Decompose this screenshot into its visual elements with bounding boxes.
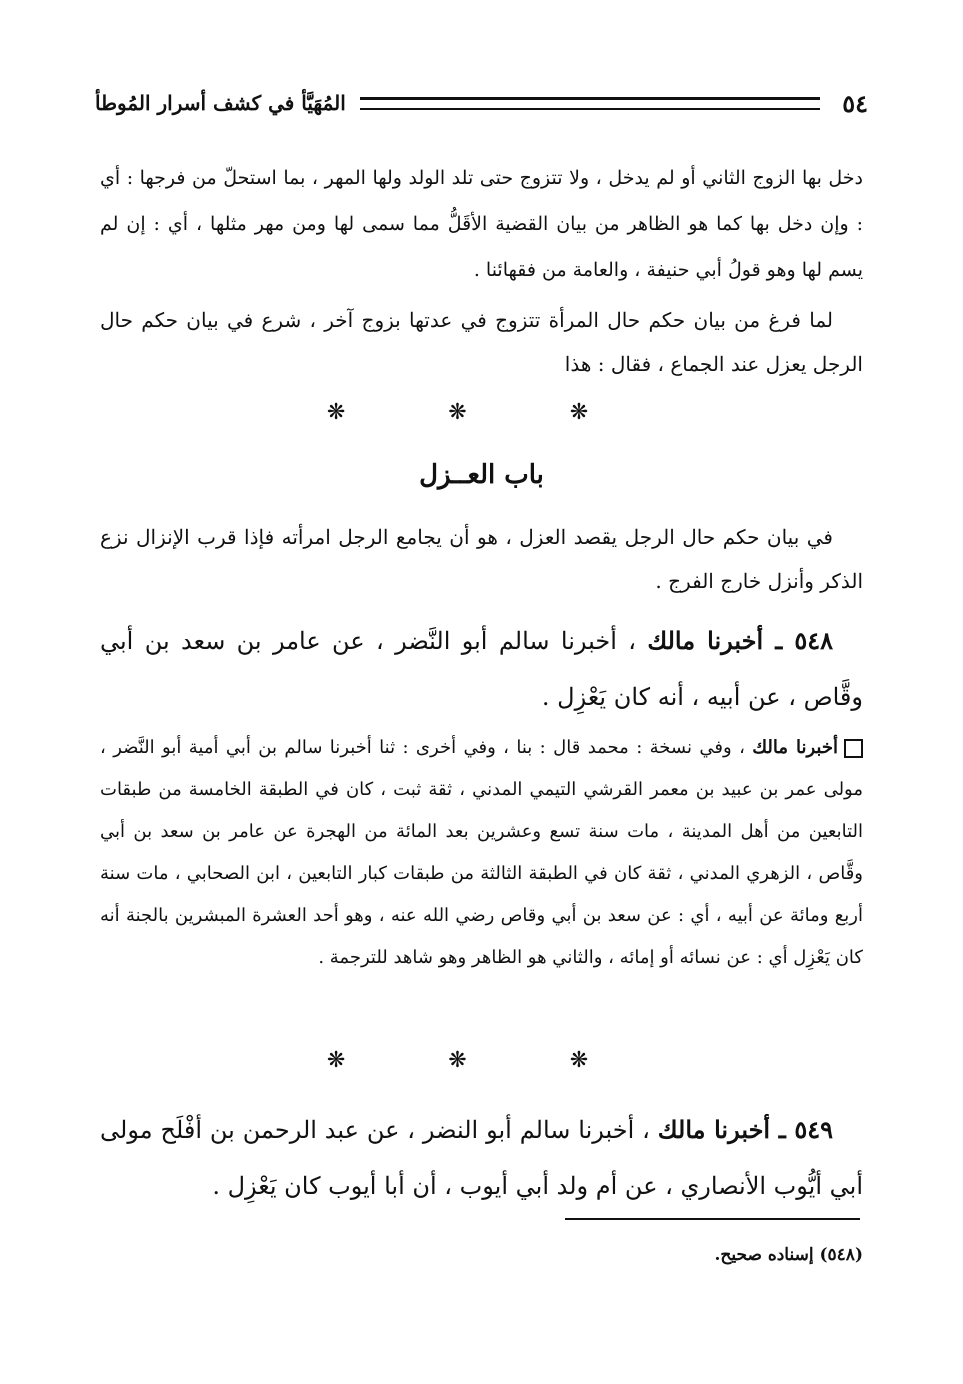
hadith-548-lead: ٥٤٨ ـ أخبرنا مالك [647, 626, 833, 655]
footnote: (٥٤٨) إسناده صحيح. [714, 1245, 863, 1265]
commentary-text: ، وفي نسخة : محمد قال : بنا ، وفي أخرى : ثنا أخبرنا سالم بن أبي أمية أبو النَّضر ، مولى عمر بن عبيد بن معمر القرشي التيمي المدني ، ثقة ثبت ، كان في الطبقة الخامسة من طبقات التابعين من أهل المدينة ، مات سنة تسع وعشرين بعد المائة من الهجرة عن عامر بن سعد بن أبي وقَّاص ، الزهري المدني ، ثقة كان في الطبقة الثالثة من طبقات كبار التابعين ، ابن الصحابي ، مات سنة أربع ومائة عن أبيه ، أي : عن سعد بن أبي وقاص رضي الله عنه ، وهو أحد العشرة المبشرين بالجنة أنه كان يَعْزِل أي : عن نسائه أو إمائه ، والثاني هو الظاهر وهو شاهد للترجمة . [100, 737, 863, 968]
square-marker-icon [844, 739, 863, 758]
hadith-549-text: ، أخبرنا سالم أبو النضر ، عن عبد الرحمن بن أفْلَح مولى أبي أيُّوب الأنصاري ، عن أم ولد أبي أيوب ، أن أبا أيوب كان يَعْزِل . [100, 1116, 863, 1200]
hadith-548 [100, 613, 863, 725]
page-header [95, 78, 868, 128]
separator-stars: ❋ ❋ ❋ [326, 1048, 637, 1073]
page-number: ٥٤ [842, 88, 868, 118]
hadith-549-lead: ٥٤٩ ـ أخبرنا مالك [657, 1115, 833, 1144]
hadith-549 [100, 1102, 863, 1214]
paragraph-1: دخل بها الزوج الثاني أو لم يدخل ، ولا تتزوج حتى تلد الولد ولها المهر ، بما استحلّ من فرجها : أي : وإن دخل بها كما هو الظاهر من بيان القضية الأقَلُّ مما سمى لها ومن مهر مثلها ، أي : إن لم يسم لها وهو قولُ أبي حنيفة ، والعامة من فقهائنا . [100, 167, 863, 281]
commentary-lead: أخبرنا مالك [752, 737, 838, 758]
running-title: المُهَيَّأ في كشف أسرار المُوطأ [95, 91, 346, 115]
hadith-548-text: ، أخبرنا سالم أبو النَّضر ، عن عامر بن سعد بن أبي وقَّاص ، عن أبيه ، أنه كان يَعْزِل . [100, 627, 863, 711]
paragraph-3: في بيان حكم حال الرجل يقصد العزل ، هو أن يجامع الرجل امرأته فإذا قرب الإنزال نزع الذكر وأنزل خارج الفرج . [100, 525, 863, 593]
footnote-rule [565, 1218, 860, 1220]
paragraph-2: لما فرغ من بيان حكم حال المرأة تتزوج في عدتها بزوج آخر ، شرع في بيان حكم حال الرجل يعزل عند الجماع ، فقال : هذا [100, 308, 863, 376]
separator-stars: ❋ ❋ ❋ [326, 400, 637, 425]
commentary-548 [100, 727, 863, 979]
section-title: باب العــزل [419, 460, 544, 490]
header-rule [360, 97, 820, 110]
